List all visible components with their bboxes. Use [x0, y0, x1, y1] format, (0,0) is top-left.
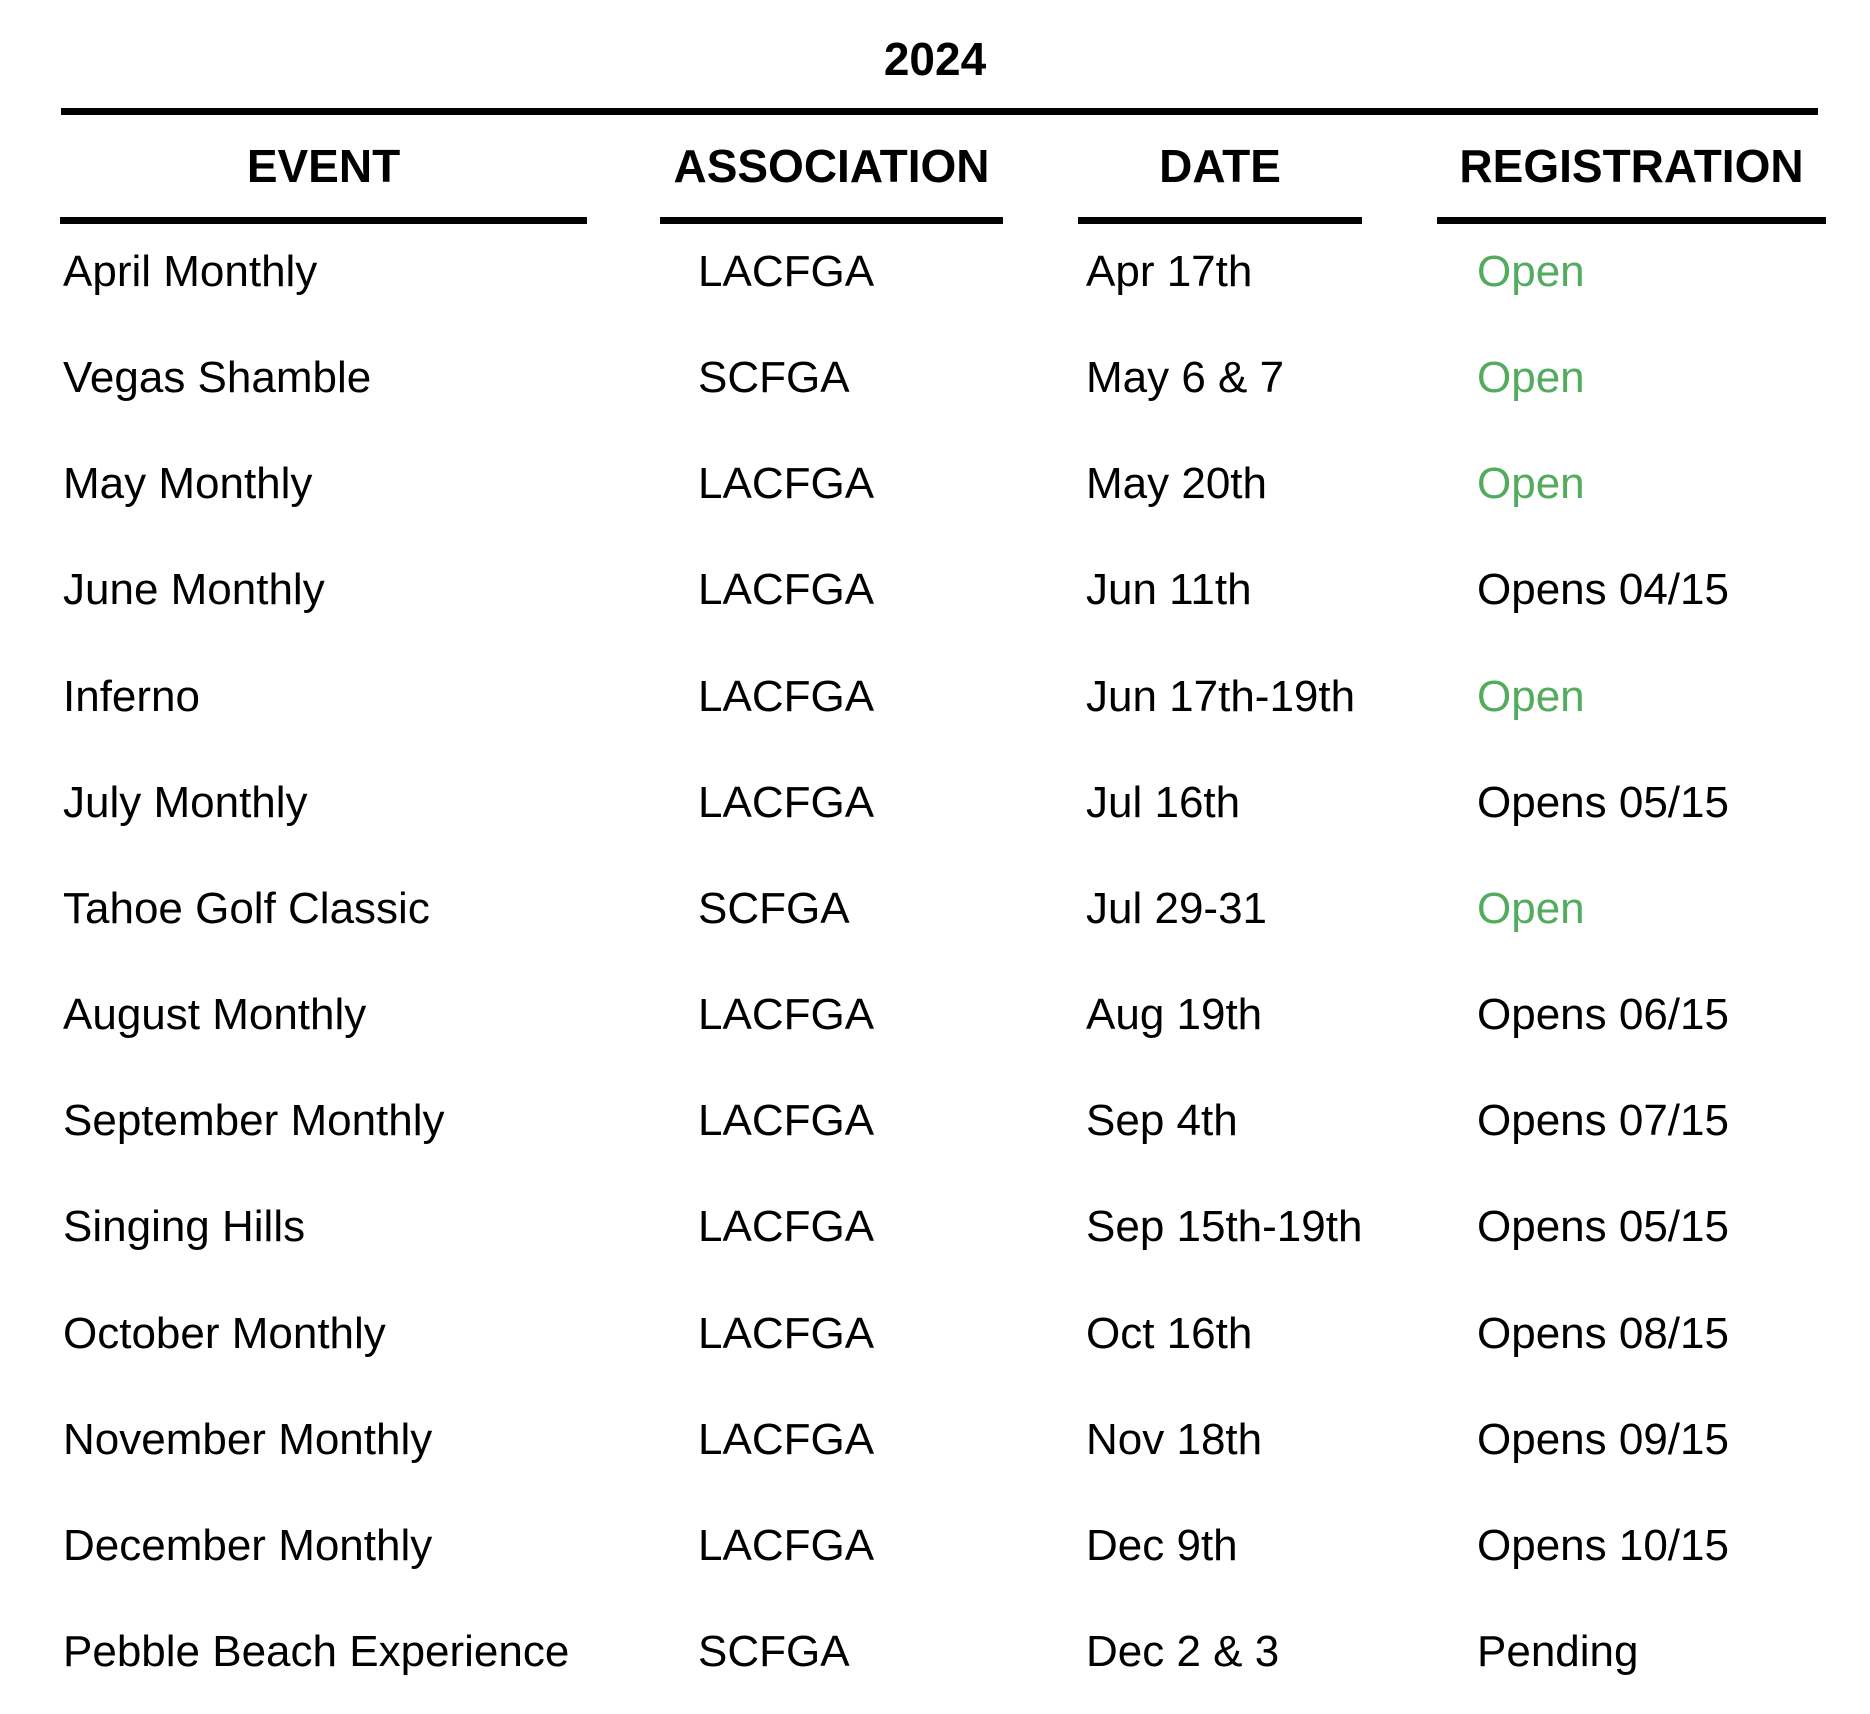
- cell-association: LACFGA: [698, 990, 875, 1040]
- cell-association: LACFGA: [698, 247, 875, 296]
- column-underline-date: [1078, 217, 1362, 224]
- cell-registration: Opens 06/15: [1477, 990, 1729, 1040]
- cell-association: SCFGA: [698, 353, 850, 403]
- cell-registration: Open: [1477, 353, 1585, 403]
- cell-association: SCFGA: [698, 883, 850, 933]
- cell-date: Dec 2 & 3: [1086, 1626, 1280, 1676]
- cell-event: July Monthly: [63, 777, 308, 827]
- column-underline-registration: [1437, 217, 1826, 224]
- cell-date: Oct 16th: [1086, 1308, 1253, 1358]
- cell-registration: Opens 09/15: [1477, 1414, 1729, 1464]
- cell-date: Sep 4th: [1086, 1096, 1238, 1146]
- table-row: [0, 1626, 1870, 1676]
- cell-registration: Opens 10/15: [1477, 1520, 1729, 1570]
- table-row: [0, 1414, 1870, 1464]
- cell-event: August Monthly: [63, 990, 367, 1040]
- column-header-registration: REGISTRATION: [1459, 140, 1804, 192]
- cell-event: April Monthly: [63, 247, 318, 296]
- top-divider: [61, 108, 1818, 115]
- table-row: [0, 777, 1870, 827]
- table-row: [0, 1098, 1870, 1144]
- cell-association: LACFGA: [698, 671, 875, 721]
- cell-event: Pebble Beach Experience: [63, 1626, 570, 1676]
- cell-association: LACFGA: [698, 1520, 875, 1570]
- cell-event: December Monthly: [63, 1520, 433, 1570]
- cell-event: November Monthly: [63, 1414, 433, 1464]
- cell-registration: Open: [1477, 883, 1585, 933]
- cell-registration: Opens 05/15: [1477, 777, 1729, 827]
- cell-date: May 20th: [1086, 459, 1267, 509]
- cell-registration: Opens 08/15: [1477, 1308, 1729, 1358]
- cell-date: Jul 16th: [1086, 777, 1241, 827]
- cell-event: Singing Hills: [63, 1202, 306, 1252]
- cell-registration: Open: [1477, 671, 1585, 721]
- cell-date: Nov 18th: [1086, 1414, 1263, 1464]
- cell-registration: Pending: [1477, 1626, 1639, 1676]
- cell-event: October Monthly: [63, 1308, 386, 1358]
- cell-association: LACFGA: [698, 459, 875, 509]
- cell-date: Dec 9th: [1086, 1520, 1238, 1570]
- cell-registration: Open: [1477, 247, 1585, 296]
- cell-date: May 6 & 7: [1086, 353, 1285, 403]
- table-row: [0, 355, 1870, 401]
- table-row: [0, 1308, 1870, 1358]
- table-row: [0, 883, 1870, 933]
- cell-date: Aug 19th: [1086, 990, 1263, 1040]
- cell-association: LACFGA: [698, 1202, 875, 1252]
- column-header-event: EVENT: [246, 140, 401, 192]
- cell-event: Inferno: [63, 671, 200, 721]
- cell-association: SCFGA: [698, 1626, 850, 1676]
- table-row: [0, 567, 1870, 613]
- cell-event: Vegas Shamble: [63, 353, 372, 403]
- cell-association: LACFGA: [698, 1096, 875, 1146]
- cell-date: Sep 15th-19th: [1086, 1202, 1363, 1252]
- cell-association: LACFGA: [698, 565, 875, 615]
- cell-association: LACFGA: [698, 1308, 875, 1358]
- column-header-association: ASSOCIATION: [673, 140, 990, 192]
- column-underline-event: [60, 217, 587, 224]
- cell-event: May Monthly: [63, 459, 313, 509]
- cell-date: Jun 17th-19th: [1086, 671, 1356, 721]
- cell-registration: Opens 04/15: [1477, 565, 1729, 615]
- cell-date: Jul 29-31: [1086, 883, 1268, 933]
- cell-registration: Opens 07/15: [1477, 1096, 1729, 1146]
- table-row: [0, 249, 1870, 295]
- column-header-date: DATE: [1159, 140, 1281, 192]
- cell-date: Apr 17th: [1086, 247, 1253, 296]
- table-row: [0, 461, 1870, 507]
- cell-association: LACFGA: [698, 777, 875, 827]
- table-row: [0, 992, 1870, 1038]
- cell-event: Tahoe Golf Classic: [63, 883, 430, 933]
- cell-date: Jun 11th: [1086, 565, 1252, 615]
- table-row: [0, 1204, 1870, 1250]
- cell-registration: Open: [1477, 459, 1585, 509]
- table-row: [0, 671, 1870, 721]
- page-title: 2024: [883, 33, 987, 85]
- cell-event: September Monthly: [63, 1096, 445, 1146]
- table-row: [0, 1520, 1870, 1570]
- cell-association: LACFGA: [698, 1414, 875, 1464]
- column-underline-association: [660, 217, 1003, 224]
- cell-registration: Opens 05/15: [1477, 1202, 1729, 1252]
- cell-event: June Monthly: [63, 565, 325, 615]
